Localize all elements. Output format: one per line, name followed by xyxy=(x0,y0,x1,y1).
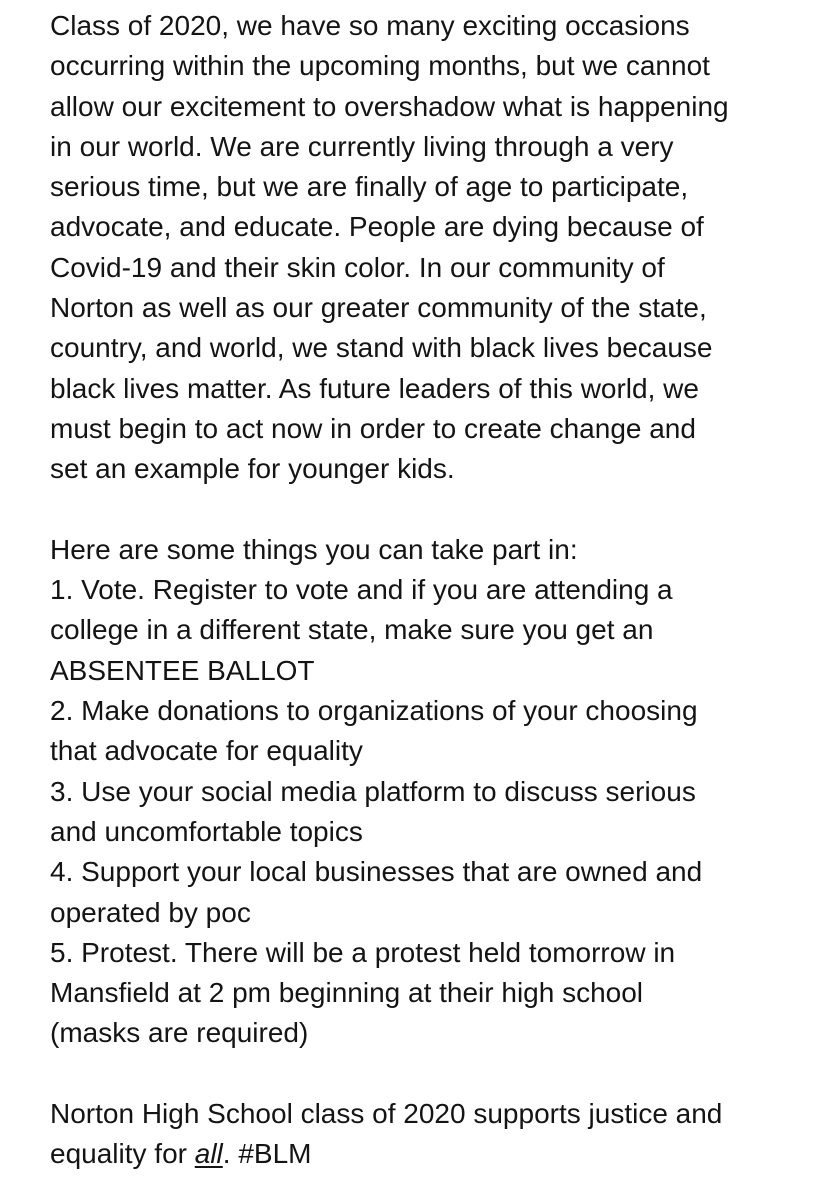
list-item-line: that advocate for equality xyxy=(50,735,363,767)
list-heading: Here are some things you can take part in: xyxy=(50,533,578,565)
closing-prefix: equality for xyxy=(50,1138,195,1170)
list-item-line: 2. Make donations to organizations of your choosing xyxy=(50,695,698,727)
intro-line: black lives matter. As future leaders of this world, we xyxy=(50,372,699,404)
action-list xyxy=(50,530,820,1054)
closing-line xyxy=(50,1134,820,1174)
intro-line: allow our excitement to overshadow what is happening xyxy=(50,90,729,122)
closing-suffix: . #BLM xyxy=(222,1138,312,1170)
closing-paragraph xyxy=(50,1094,820,1175)
list-item-line: operated by poc xyxy=(50,896,251,928)
statement-text xyxy=(50,6,820,1175)
list-item-protest xyxy=(50,933,820,1054)
list-item-line: and uncomfortable topics xyxy=(50,815,363,847)
closing-line: Norton High School class of 2020 supports justice and xyxy=(50,1098,723,1130)
intro-line: serious time, but we are finally of age to participate, xyxy=(50,171,689,203)
intro-line: in our world. We are currently living through a very xyxy=(50,130,674,162)
intro-line: Covid-19 and their skin color. In our community of xyxy=(50,251,665,283)
intro-line: Class of 2020, we have so many exciting occasions xyxy=(50,10,690,41)
list-item-line: Mansfield at 2 pm beginning at their high school xyxy=(50,977,644,1009)
paragraph-spacer xyxy=(50,490,820,530)
intro-line: Norton as well as our greater community of the state, xyxy=(50,292,707,324)
list-item-support-local xyxy=(50,852,820,933)
intro-paragraph xyxy=(50,6,820,490)
list-item-line: 1. Vote. Register to vote and if you are attending a xyxy=(50,574,673,606)
intro-line: advocate, and educate. People are dying because of xyxy=(50,211,704,243)
list-item-donate xyxy=(50,691,820,772)
intro-line: country, and world, we stand with black lives because xyxy=(50,332,713,364)
intro-line: occurring within the upcoming months, but we cannot xyxy=(50,50,710,82)
list-item-line: (masks are required) xyxy=(50,1017,309,1049)
list-item-line: 4. Support your local businesses that are owned and xyxy=(50,856,703,888)
paragraph-spacer xyxy=(50,1054,820,1094)
list-item-line: 3. Use your social media platform to discuss serious xyxy=(50,775,696,807)
list-item-vote xyxy=(50,570,820,691)
intro-line: set an example for younger kids. xyxy=(50,453,455,485)
list-item-social-media xyxy=(50,772,820,853)
intro-line: must begin to act now in order to create change and xyxy=(50,412,696,444)
emphasis-all: all xyxy=(194,1138,223,1170)
list-item-line: ABSENTEE BALLOT xyxy=(50,654,315,686)
list-item-line: 5. Protest. There will be a protest held tomorrow in xyxy=(50,936,676,968)
list-item-line: college in a different state, make sure you get an xyxy=(50,614,654,646)
